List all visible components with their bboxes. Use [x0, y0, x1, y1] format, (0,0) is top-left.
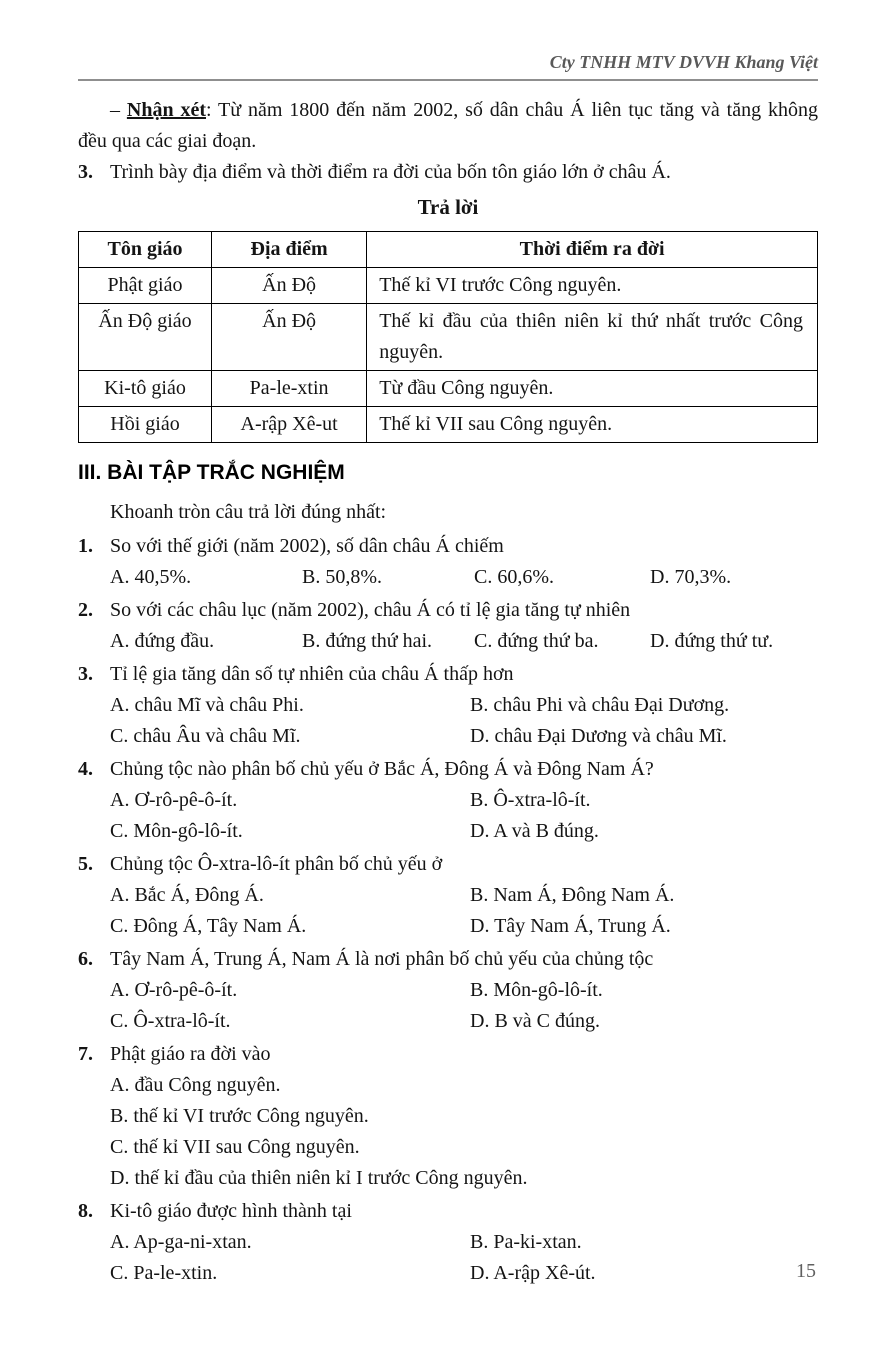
table-row — [79, 371, 818, 407]
question-text: Chủng tộc Ô-xtra-lô-ít phân bố chủ yếu ở — [110, 853, 443, 875]
option-label: B. — [470, 979, 489, 1001]
remark-dash: – — [110, 99, 120, 121]
cell-time: Thế kỉ VII sau Công nguyên. — [367, 407, 818, 443]
option-group — [78, 690, 818, 752]
option-group — [78, 1070, 818, 1194]
option-b — [470, 690, 818, 721]
option-text: thế kỉ VII sau Công nguyên. — [133, 1136, 360, 1158]
option-text: châu Âu và châu Mĩ. — [133, 725, 301, 747]
question-text: So với thế giới (năm 2002), số dân châu Á chiếm — [110, 535, 504, 557]
option-c — [110, 721, 470, 752]
option-text: 70,3%. — [674, 566, 732, 588]
option-text: Bắc Á, Đông Á. — [134, 884, 264, 906]
option-d — [470, 1006, 818, 1037]
option-label: C. — [474, 566, 493, 588]
col-header-place: Địa điểm — [212, 232, 367, 268]
col-header-time: Thời điểm ra đời — [367, 232, 818, 268]
option-label: B. — [470, 1231, 489, 1253]
question-8 — [78, 1196, 818, 1289]
option-label: B. — [110, 1105, 129, 1127]
option-text: đứng thứ tư. — [674, 630, 774, 652]
col-header-religion: Tôn giáo — [79, 232, 212, 268]
option-c — [110, 1006, 470, 1037]
option-c — [110, 1258, 470, 1289]
question-stem — [78, 659, 818, 690]
option-d — [110, 1163, 818, 1194]
option-b — [470, 1227, 818, 1258]
question-stem — [78, 1039, 818, 1070]
cell-religion: Phật giáo — [79, 268, 212, 304]
option-text: Tây Nam Á, Trung Á. — [494, 915, 671, 937]
religion-table — [78, 231, 818, 443]
option-b — [470, 880, 818, 911]
option-d — [470, 1258, 818, 1289]
question-5 — [78, 849, 818, 942]
option-label: A. — [110, 1074, 130, 1096]
option-label: C. — [110, 820, 129, 842]
option-label: D. — [110, 1167, 130, 1189]
answer-heading: Trả lời — [417, 195, 479, 219]
question-list — [78, 531, 818, 1289]
option-d — [650, 562, 818, 593]
question-3 — [78, 659, 818, 752]
option-text: thế kỉ VI trước Công nguyên. — [133, 1105, 369, 1127]
question-2 — [78, 595, 818, 657]
option-text: đầu Công nguyên. — [134, 1074, 281, 1096]
option-label: A. — [110, 630, 130, 652]
option-text: 60,6%. — [497, 566, 555, 588]
question-text: Tỉ lệ gia tăng dân số tự nhiên của châu Á thấp hơn — [110, 663, 514, 685]
option-d — [470, 721, 818, 752]
question-number: 2. — [78, 599, 93, 621]
publisher-name: Cty TNHH MTV DVVH Khang Việt — [549, 52, 818, 72]
question-number: 7. — [78, 1043, 93, 1065]
option-label: D. — [470, 1010, 490, 1032]
option-text: Ơ-rô-pê-ô-ít. — [134, 789, 238, 811]
option-group — [78, 880, 818, 942]
option-text: đứng thứ hai. — [325, 630, 433, 652]
option-text: Đông Á, Tây Nam Á. — [133, 915, 307, 937]
header-rule — [78, 79, 818, 81]
question-number: 4. — [78, 758, 93, 780]
option-b — [110, 1101, 818, 1132]
option-label: A. — [110, 566, 130, 588]
cell-place: Pa-le-xtin — [212, 371, 367, 407]
essay-question — [78, 157, 818, 188]
option-d — [470, 816, 818, 847]
option-group — [78, 626, 818, 657]
option-text: 50,8%. — [325, 566, 383, 588]
option-label: A. — [110, 694, 130, 716]
option-label: A. — [110, 979, 130, 1001]
option-c — [110, 1132, 818, 1163]
option-text: châu Đại Dương và châu Mĩ. — [494, 725, 727, 747]
option-text: đứng thứ ba. — [497, 630, 599, 652]
section-instruction: Khoanh tròn câu trả lời đúng nhất: — [110, 501, 387, 523]
option-text: A-rập Xê-út. — [493, 1262, 596, 1284]
essay-question-text: Trình bày địa điểm và thời điểm ra đời của bốn tôn giáo lớn ở châu Á. — [110, 161, 671, 183]
table-row — [79, 268, 818, 304]
question-number: 8. — [78, 1200, 93, 1222]
option-label: D. — [470, 725, 490, 747]
option-label: A. — [110, 884, 130, 906]
option-label: C. — [110, 725, 129, 747]
option-b — [302, 626, 474, 657]
question-number: 5. — [78, 853, 93, 875]
option-text: Môn-gô-lô-ít. — [133, 820, 243, 842]
cell-time: Thế kỉ VI trước Công nguyên. — [367, 268, 818, 304]
option-text: Nam Á, Đông Nam Á. — [493, 884, 675, 906]
option-label: B. — [470, 694, 489, 716]
option-label: C. — [110, 1262, 129, 1284]
cell-place: A-rập Xê-ut — [212, 407, 367, 443]
question-text: Chủng tộc nào phân bố chủ yếu ở Bắc Á, Đông Á và Đông Nam Á? — [110, 758, 654, 780]
option-group — [78, 785, 818, 847]
table-body — [79, 268, 818, 443]
option-label: C. — [110, 1010, 129, 1032]
option-a — [110, 1227, 470, 1258]
page-number: 15 — [796, 1260, 816, 1282]
table-row — [79, 304, 818, 371]
option-text: Ơ-rô-pê-ô-ít. — [134, 979, 238, 1001]
cell-place: Ấn Độ — [212, 268, 367, 304]
cell-place: Ấn Độ — [212, 304, 367, 371]
option-label: D. — [650, 630, 670, 652]
option-text: châu Mĩ và châu Phi. — [134, 694, 304, 716]
option-text: A và B đúng. — [493, 820, 599, 842]
option-text: Ô-xtra-lô-ít. — [493, 789, 591, 811]
option-c — [474, 562, 650, 593]
question-stem — [78, 754, 818, 785]
cell-religion: Ki-tô giáo — [79, 371, 212, 407]
option-group — [78, 975, 818, 1037]
option-a — [110, 626, 302, 657]
option-label: B. — [302, 630, 321, 652]
option-b — [470, 975, 818, 1006]
option-label: A. — [110, 789, 130, 811]
option-text: Pa-ki-xtan. — [493, 1231, 582, 1253]
question-number: 6. — [78, 948, 93, 970]
question-text: Ki-tô giáo được hình thành tại — [110, 1200, 352, 1222]
option-c — [474, 626, 650, 657]
option-a — [110, 880, 470, 911]
cell-religion: Ấn Độ giáo — [79, 304, 212, 371]
option-label: B. — [302, 566, 321, 588]
question-6 — [78, 944, 818, 1037]
option-label: D. — [470, 820, 490, 842]
question-stem — [78, 595, 818, 626]
question-4 — [78, 754, 818, 847]
option-label: B. — [470, 884, 489, 906]
remark-text: : Từ năm 1800 đến năm 2002, số dân châu Á liên tục tăng và tăng không đều qua các giai đoạn. — [78, 99, 818, 152]
cell-time: Thế kỉ đầu của thiên niên kỉ thứ nhất trước Công nguyên. — [367, 304, 818, 371]
option-d — [650, 626, 818, 657]
cell-time: Từ đầu Công nguyên. — [367, 371, 818, 407]
question-text: Phật giáo ra đời vào — [110, 1043, 271, 1065]
option-a — [110, 1070, 818, 1101]
cell-religion: Hồi giáo — [79, 407, 212, 443]
option-group — [78, 562, 818, 593]
question-number: 3. — [78, 663, 93, 685]
option-c — [110, 816, 470, 847]
section-title: III. BÀI TẬP TRẮC NGHIỆM — [78, 461, 345, 484]
option-label: D. — [650, 566, 670, 588]
option-text: Môn-gô-lô-ít. — [493, 979, 603, 1001]
option-b — [302, 562, 474, 593]
option-group — [78, 1227, 818, 1289]
question-stem — [78, 849, 818, 880]
question-7 — [78, 1039, 818, 1194]
option-label: C. — [110, 915, 129, 937]
option-a — [110, 785, 470, 816]
option-label: C. — [474, 630, 493, 652]
question-stem — [78, 531, 818, 562]
option-label: D. — [470, 1262, 490, 1284]
question-stem — [78, 944, 818, 975]
option-a — [110, 690, 470, 721]
essay-question-number: 3. — [78, 161, 93, 183]
option-c — [110, 911, 470, 942]
question-number: 1. — [78, 535, 93, 557]
option-label: C. — [110, 1136, 129, 1158]
table-header-row — [79, 232, 818, 268]
option-label: B. — [470, 789, 489, 811]
question-text: So với các châu lục (năm 2002), châu Á có tỉ lệ gia tăng tự nhiên — [110, 599, 631, 621]
option-label: D. — [470, 915, 490, 937]
option-text: đứng đầu. — [134, 630, 215, 652]
option-text: châu Phi và châu Đại Dương. — [493, 694, 730, 716]
question-1 — [78, 531, 818, 593]
option-text: Pa-le-xtin. — [133, 1262, 218, 1284]
option-label: A. — [110, 1231, 130, 1253]
option-text: thế kỉ đầu của thiên niên kỉ I trước Công nguyên. — [134, 1167, 528, 1189]
remark-paragraph — [78, 95, 818, 157]
page-header — [78, 50, 818, 79]
question-stem — [78, 1196, 818, 1227]
table-row — [79, 407, 818, 443]
option-b — [470, 785, 818, 816]
option-text: Ô-xtra-lô-ít. — [133, 1010, 231, 1032]
option-text: 40,5%. — [134, 566, 192, 588]
option-a — [110, 975, 470, 1006]
remark-label: Nhận xét — [126, 99, 206, 121]
option-text: Ap-ga-ni-xtan. — [133, 1231, 252, 1253]
question-text: Tây Nam Á, Trung Á, Nam Á là nơi phân bố chủ yếu của chủng tộc — [110, 948, 654, 970]
option-text: B và C đúng. — [494, 1010, 601, 1032]
option-a — [110, 562, 302, 593]
option-d — [470, 911, 818, 942]
